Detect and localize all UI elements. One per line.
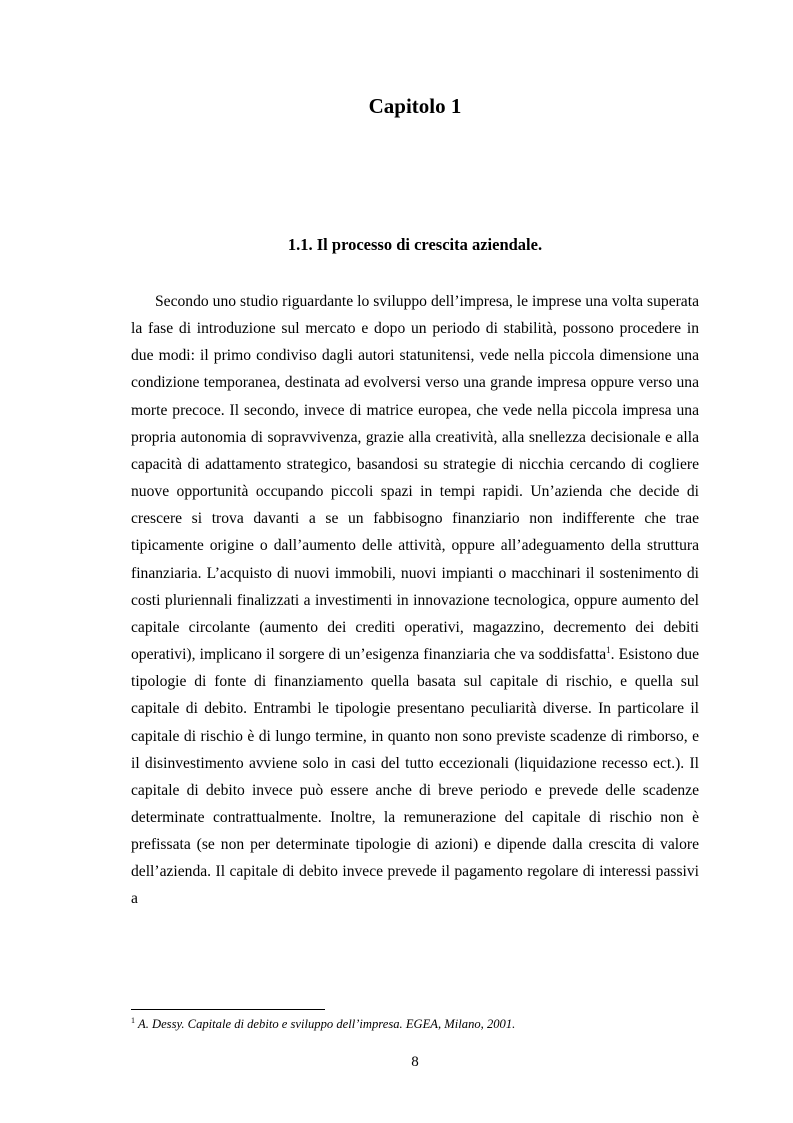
footnote	[131, 1016, 699, 1032]
body-paragraph	[131, 288, 699, 913]
footnote-separator	[131, 1009, 325, 1010]
paragraph-text-part2: . Esistono due tipologie di fonte di finanziamento quella basata sul capitale di rischio, e quella sul capitale di debito. Entrambi le tipologie presentano peculiarità diverse. In particolare il capitale di rischio è di lungo termine, in quanto non sono previste scadenze di rimborso, e il disinvestimento avviene solo in casi del tutto eccezionali (liquidazione recesso ect.). Il capitale di debito invece può essere anche di breve periodo e prevede delle scadenze determinate contrattualmente. Inoltre, la remunerazione del capitale di rischio non è prefissata (se non per determinate tipologie di azioni) e dipende dalla crescita di valore dell’azienda. Il capitale di debito invece prevede il pagamento regolare di interessi passivi a	[131, 646, 699, 908]
footnote-number: 1	[131, 1015, 135, 1025]
chapter-title: Capitolo 1	[368, 94, 462, 118]
footnote-text: A. Dessy. Capitale di debito e sviluppo dell’impresa. EGEA, Milano, 2001.	[138, 1017, 516, 1031]
paragraph-text-part1: Secondo uno studio riguardante lo sviluppo dell’impresa, le imprese una volta superata la fase di introduzione sul mercato e dopo un periodo di stabilità, possono procedere in due modi: il primo condiviso dagli autori statunitensi, vede nella piccola dimensione una condizione temporanea, destinata ad evolversi verso una grande impresa oppure verso una morte precoce. Il secondo, invece di matrice europea, che vede nella piccola impresa una propria autonomia di sopravvivenza, grazie alla creatività, alla snellezza decisionale e alla capacità di adattamento strategico, basandosi su strategie di nicchia cercando di cogliere nuove opportunità occupando piccoli spazi in tempi rapidi. Un’azienda che decide di crescere si trova davanti a se un fabbisogno finanziario non indifferente che trae tipicamente origine o dall’aumento delle attività, oppure all’adeguamento della struttura finanziaria. L’acquisto di nuovi immobili, nuovi impianti o macchinari il sostenimento di costi pluriennali finalizzati a investimenti in innovazione tecnologica, oppure aumento del capitale circolante (aumento dei crediti operativi, magazzino, decremento dei debiti operativi), implicano il sorgere di un’esigenza finanziaria che va soddisfatta	[131, 293, 699, 664]
footnote-reference: 1	[606, 644, 611, 655]
section-title: 1.1. Il processo di crescita aziendale.	[287, 235, 543, 254]
page-number: 8	[411, 1054, 419, 1070]
